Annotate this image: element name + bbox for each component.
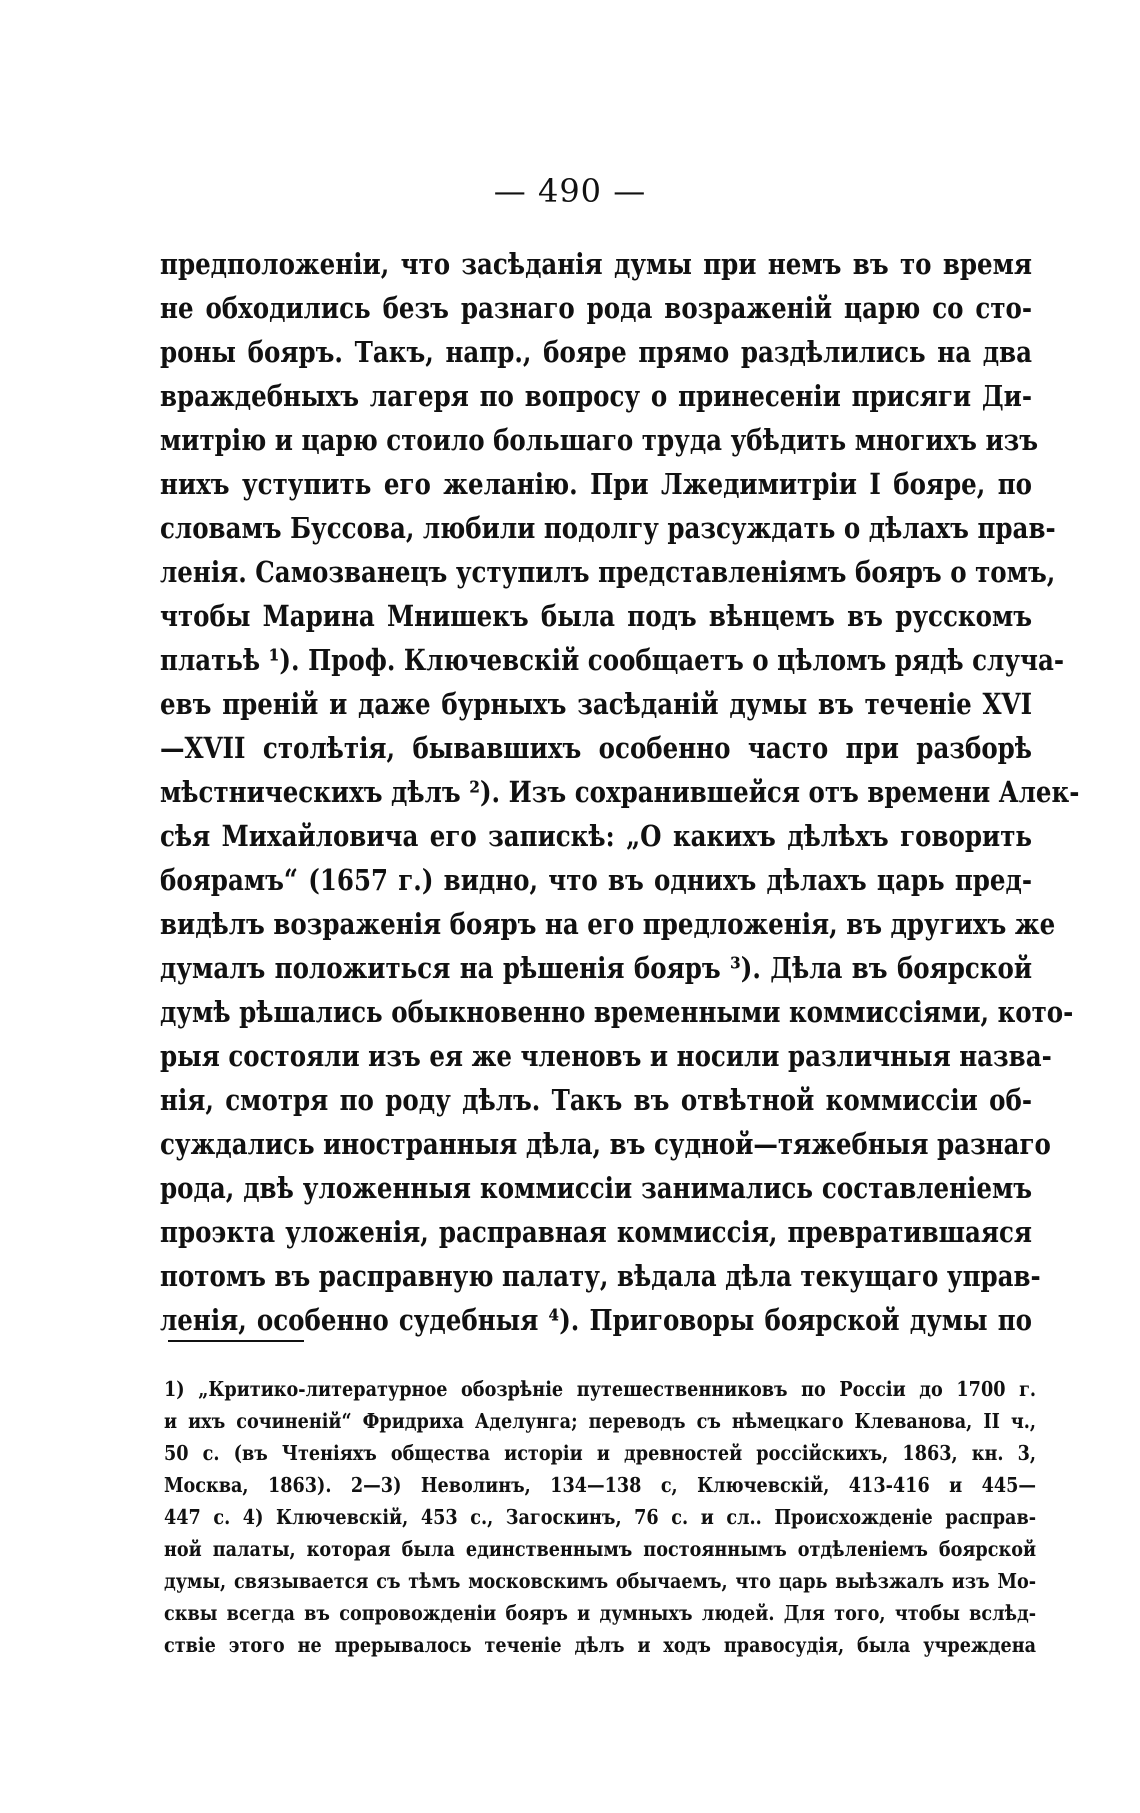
text-line: рода, двѣ уложенныя коммиссіи занимались составленіемъ — [160, 1171, 1033, 1205]
footnote-line: 50 с. (въ Чтеніяхъ общества исторіи и древностей россійскихъ, 1863, кн. 3, — [164, 1441, 1037, 1465]
text-line: рыя состояли изъ ея же членовъ и носили различныя назва- — [160, 1039, 1052, 1073]
text-line: сѣя Михайловича его запискѣ: „О какихъ дѣлѣхъ говорить — [160, 819, 1033, 853]
text-line: враждебныхъ лагеря по вопросу о принесеніи присяги Ди- — [160, 379, 1033, 413]
footnote-line: ствіе этого не прерывалось теченіе дѣлъ и ходъ правосудія, была учреждена — [164, 1633, 1037, 1657]
text-line: проэкта уложенія, расправная коммиссія, превратившаяся — [160, 1215, 1033, 1249]
text-line: митрію и царю стоило большаго труда убѣдить многихъ изъ — [160, 423, 1039, 457]
text-line: потомъ въ расправную палату, вѣдала дѣла текущаго управ- — [160, 1259, 1041, 1293]
footnote-line: думы, связывается съ тѣмъ московскимъ обычаемъ, что царь выѣзжалъ изъ Мо- — [164, 1569, 1037, 1593]
text-line: предположеніи, что засѣданія думы при немъ въ то время — [160, 247, 1033, 281]
footnote-line: 447 с. 4) Ключевскій, 453 с., Загоскинъ, 76 с. и сл.. Происхожденіе расправ- — [164, 1505, 1037, 1529]
text-line: мѣстническихъ дѣлъ ²). Изъ сохранившейся отъ времени Алек- — [160, 775, 1080, 809]
text-line: суждались иностранныя дѣла, въ судной—тяжебныя разнаго — [160, 1127, 1051, 1161]
footnote-divider — [168, 1340, 304, 1342]
page-number: — 490 — — [493, 172, 647, 210]
text-line: чтобы Марина Мнишекъ была подъ вѣнцемъ въ русскомъ — [160, 599, 1033, 633]
text-line: евъ преній и даже бурныхъ засѣданій думы въ теченіе XVI — [160, 687, 1033, 721]
footnote-line: и ихъ сочиненій“ Фридриха Аделунга; переводъ съ нѣмецкаго Клеванова, II ч., — [164, 1409, 1037, 1433]
text-line: думалъ положиться на рѣшенія бояръ ³). Дѣла въ боярской — [160, 951, 1033, 985]
text-line: нія, смотря по роду дѣлъ. Такъ въ отвѣтной коммиссіи об- — [160, 1083, 1033, 1117]
footnote-line: Москва, 1863). 2—3) Неволинъ, 134—138 с, Ключевскій, 413-416 и 445— — [164, 1473, 1037, 1497]
footnotes — [164, 1373, 1036, 1661]
text-line: не обходились безъ разнаго рода возраженій царю со сто- — [160, 291, 1033, 325]
text-line: боярамъ“ (1657 г.) видно, что въ однихъ дѣлахъ царь пред- — [160, 863, 1033, 897]
footnote-line: сквы всегда въ сопровожденіи бояръ и думныхъ людей. Для того, чтобы вслѣд- — [164, 1601, 1037, 1625]
text-line: словамъ Буссова, любили подолгу разсуждать о дѣлахъ прав- — [160, 511, 1056, 545]
text-line: ленія, особенно судебныя ⁴). Приговоры боярской думы по — [160, 1303, 1033, 1337]
text-line: нихъ уступить его желанію. При Лжедимитріи I бояре, по — [160, 467, 1033, 501]
text-line: думѣ рѣшались обыкновенно временными коммиссіями, кото- — [160, 995, 1074, 1029]
text-line: ленія. Самозванецъ уступилъ представленіямъ бояръ о томъ, — [160, 555, 1056, 589]
main-text — [160, 242, 1080, 1342]
footnote-line: ной палаты, которая была единственнымъ постояннымъ отдѣленіемъ боярской — [164, 1537, 1037, 1561]
text-line: платьѣ ¹). Проф. Ключевскій сообщаетъ о цѣломъ рядѣ случа- — [160, 643, 1065, 677]
text-line: —XVII столѣтія, бывавшихъ особенно часто при разборѣ — [160, 731, 1033, 765]
text-line: роны бояръ. Такъ, напр., бояре прямо раздѣлились на два — [160, 335, 1033, 369]
text-line: видѣлъ возраженія бояръ на его предложенія, въ другихъ же — [160, 907, 1056, 941]
footnote-line: 1) „Критико-литературное обозрѣніе путешественниковъ по Россіи до 1700 г. — [164, 1377, 1037, 1401]
